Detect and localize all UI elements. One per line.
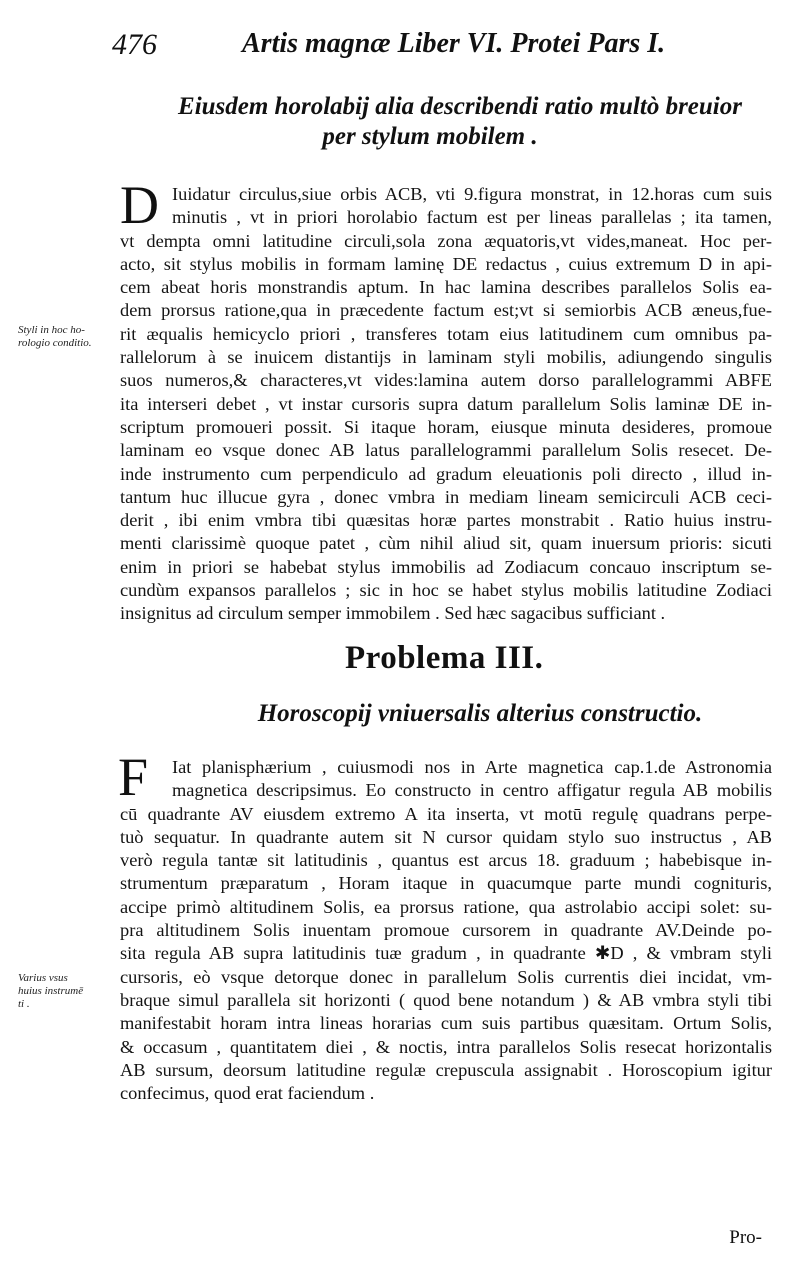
text-line: Iuidatur circulus,siue orbis ACB, vti 9.figura monstrat, in 12.horas cum suis (172, 184, 772, 204)
page-number: 476 (112, 28, 157, 61)
text-line: minutis , vt in priori horolabio factum est per lineas parallelas ; ita tamen, (172, 207, 772, 228)
text-line: cū quadrante AV eiusdem extremo A ita inserta, vt motū regulę quadrans perpe- (120, 803, 772, 824)
text-line: strumentum præparatum , Horam itaque in quacumque parte mundi cognituris, (120, 873, 772, 894)
problem-heading: Problema III. (345, 640, 544, 676)
paragraph-2 (120, 756, 772, 1105)
text-line: pra altitudinem Solis inuentam promoue cursorem in quadrante AV.Deinde po- (120, 920, 772, 941)
text-line: suos numeros,& characteres,vt vides:lamina autem dorso parallelogrammi ABFE (120, 370, 772, 391)
text-line: verò regula tantæ sit latitudinis , quantus est arcus 18. graduum ; habebisque in- (120, 850, 772, 871)
drop-capital-d: D (120, 175, 159, 235)
marginal-note-line: Styli in hoc ho- (18, 324, 85, 336)
text-line: braque simul parallela sit horizonti ( quod bene notandum ) & AB vmbra styli tibi (120, 989, 772, 1010)
text-line: scriptum promoueri possit. Si itaque horam, eiusque minuta desideres, promoue (120, 416, 772, 437)
text-line: ita interseri debet , vt instar cursoris supra datum parallelum Solis laminæ DE in- (120, 393, 772, 414)
text-line: rallelorum à se inuicem distantijs in laminam styli mobilis, adiungendo singulis (120, 347, 772, 368)
paragraph-1 (120, 183, 772, 626)
text-line: acto, sit stylus mobilis in formam laminę DE redactus , cuius extremum D in api- (120, 253, 772, 274)
section-title (170, 92, 750, 152)
marginal-note-varius-usus (18, 972, 118, 1011)
text-line: dem prorsus ratione,qua in præcedente factum est;vt si semiorbis ACB æneus,fue- (120, 300, 772, 321)
text-line: tantum huc illucue gyra , donec vmbra in mediam lineam semicirculi ACB ceci- (120, 486, 772, 507)
marginal-note-line: Varius vsus (18, 972, 68, 984)
text-line: manifestabit horam intra lineas horarias cum suis partibus quæsitam. Ortum Solis, (120, 1013, 772, 1034)
marginal-note-line: rologio conditio. (18, 337, 92, 349)
text-line: derit , ibi enim vmbra tibi quæsitas horæ partes monstrabit . Ratio huius instru- (120, 510, 772, 531)
text-line: enim in priori se habebat stylus immobilis ad Zodiacum concauo inscriptum se- (120, 556, 772, 577)
section-title-line-2: per stylum mobilem . (322, 123, 538, 150)
text-line: tuò sequatur. In quadrante autem sit N cursor quidam stylo suo instructus , AB (120, 826, 772, 847)
text-line: laminam eo vsque donec AB latus parallelogrammi parallelum Solis resecet. De- (120, 440, 772, 461)
page-header (112, 24, 672, 64)
text-line: cundùm expansos parallelos ; sic in hoc se habet stylus mobilis latitudine Zodiaci (120, 580, 772, 601)
catchword: Pro- (729, 1227, 762, 1248)
text-line: vt dempta omni latitudine circuli,sola zona æquatoris,vt vides,maneat. Hoc per- (120, 230, 772, 251)
section-title-line-1: Eiusdem horolabij alia describendi ratio multò breuior (178, 93, 742, 120)
marginal-note-line: huius instrumē (18, 985, 84, 997)
text-line: cem abeat horis monstrandis aptum. In hac lamina describes parallelos Solis ea- (120, 277, 772, 298)
text-line: inde instrumento cum perpendiculo ad gradum eleuationis poli directo , illud in- (120, 463, 772, 484)
text-line: sita regula AB supra latitudinis tuæ gradum , in quadrante ✱D , & vmbram styli (120, 943, 772, 964)
text-line: cursoris, eò vsque detorque donec in parallelum Solis currentis diei incidat, vm- (120, 966, 772, 987)
text-line: menti clarissimè quoque patet , cùm nihil aliud sit, quam inuersum prioris: sicuti (120, 533, 772, 554)
text-line: confecimus, quod erat faciendum . (120, 1083, 375, 1104)
running-head: Artis magnæ Liber VI. Protei Pars I. (242, 28, 666, 59)
drop-capital-f: F (118, 747, 149, 807)
problem-subtitle: Horoscopij vniuersalis alterius constructio. (257, 700, 703, 727)
text-line: rit æqualis hemicyclo priori , transferes totam eius latitudinem cum omnibus pa- (120, 323, 772, 344)
text-line: insignitus ad circulum semper immobilem . Sed hæc sagacibus sufficiant . (120, 603, 666, 624)
marginal-note-line: ti . (18, 998, 30, 1010)
marginal-note-styli (18, 324, 118, 350)
text-line: Iat planisphærium , cuiusmodi nos in Arte magnetica cap.1.de Astronomia (172, 757, 772, 777)
text-line: & occasum , quantitatem diei , & noctis, intra parallelos Solis resecat horizontalis (120, 1036, 772, 1057)
text-line: AB sursum, deorsum latitudine regulæ crepuscula assignabit . Horoscopium igitur (120, 1059, 772, 1080)
text-line: magnetica descripsimus. Eo constructo in centro affigatur regula AB mobilis (172, 780, 772, 801)
text-line: accipe primò altitudinem Solis, ea prorsus ratione, qua astrolabio accipi solet: su- (120, 896, 772, 917)
